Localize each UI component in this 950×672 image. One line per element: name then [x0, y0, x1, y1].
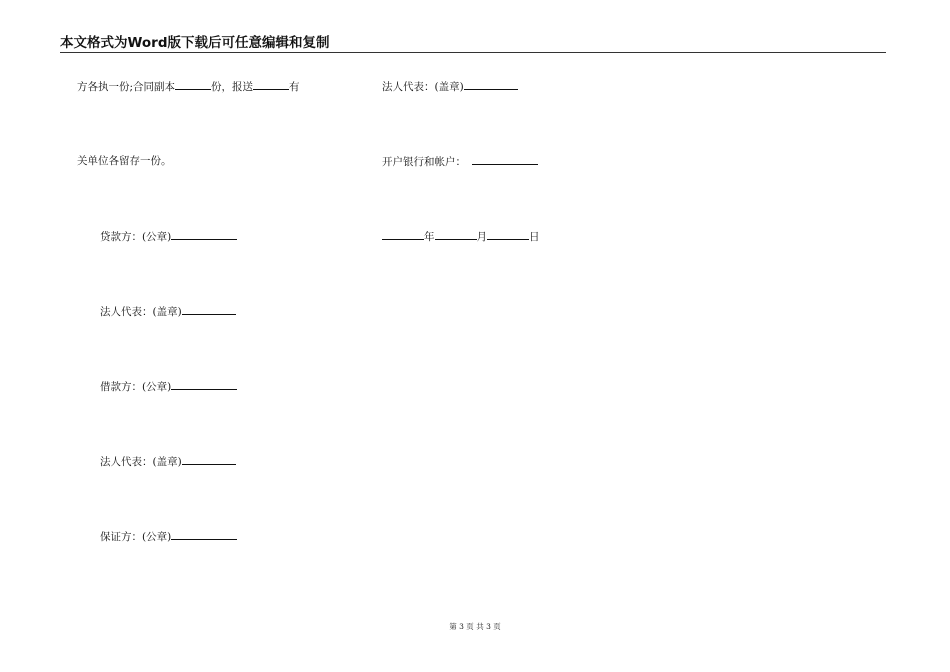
page-header — [60, 34, 886, 53]
borrower-label: 借款方：(公章) — [100, 381, 172, 393]
borrower-rep-label: 法人代表：(盖章) — [100, 456, 182, 468]
year-label: 年 — [424, 231, 435, 243]
borrower-line — [100, 379, 237, 394]
borrower-rep-blank — [182, 454, 236, 465]
lender-label: 贷款方：(公章) — [100, 231, 172, 243]
bank-account-blank — [472, 154, 538, 165]
year-blank — [382, 229, 424, 240]
lender-rep-label: 法人代表：(盖章) — [100, 306, 182, 318]
lender-seal-blank — [171, 229, 237, 240]
copies-count-blank — [175, 79, 211, 90]
day-blank — [487, 229, 529, 240]
right-rep-line — [382, 79, 518, 94]
guarantor-line — [100, 529, 237, 544]
bank-account-label: 开户银行和帐户： — [382, 156, 466, 168]
copies-text-3: 有 — [289, 81, 300, 93]
header-title: 本文格式为Word版下载后可任意编辑和复制 — [60, 35, 330, 51]
copies-line — [77, 79, 300, 94]
right-rep-blank — [464, 79, 518, 90]
retain-line — [77, 154, 172, 168]
date-line — [382, 229, 540, 244]
lender-rep-blank — [182, 304, 236, 315]
report-blank — [253, 79, 289, 90]
bank-account-line — [382, 154, 538, 169]
copies-text-1: 方各执一份;合同副本 — [77, 81, 176, 93]
lender-line — [100, 229, 237, 244]
copies-text-2: 份，报送 — [211, 81, 254, 93]
guarantor-seal-blank — [171, 529, 237, 540]
retain-text: 关单位各留存一份。 — [77, 155, 172, 167]
day-label: 日 — [529, 231, 540, 243]
right-rep-label: 法人代表：(盖章) — [382, 81, 464, 93]
month-label: 月 — [476, 231, 487, 243]
borrower-rep-line — [100, 454, 236, 469]
guarantor-label: 保证方：(公章) — [100, 531, 172, 543]
month-blank — [435, 229, 477, 240]
page-footer — [0, 622, 950, 632]
page-number: 第 3 页 共 3 页 — [449, 622, 501, 631]
borrower-seal-blank — [171, 379, 237, 390]
lender-rep-line — [100, 304, 236, 319]
